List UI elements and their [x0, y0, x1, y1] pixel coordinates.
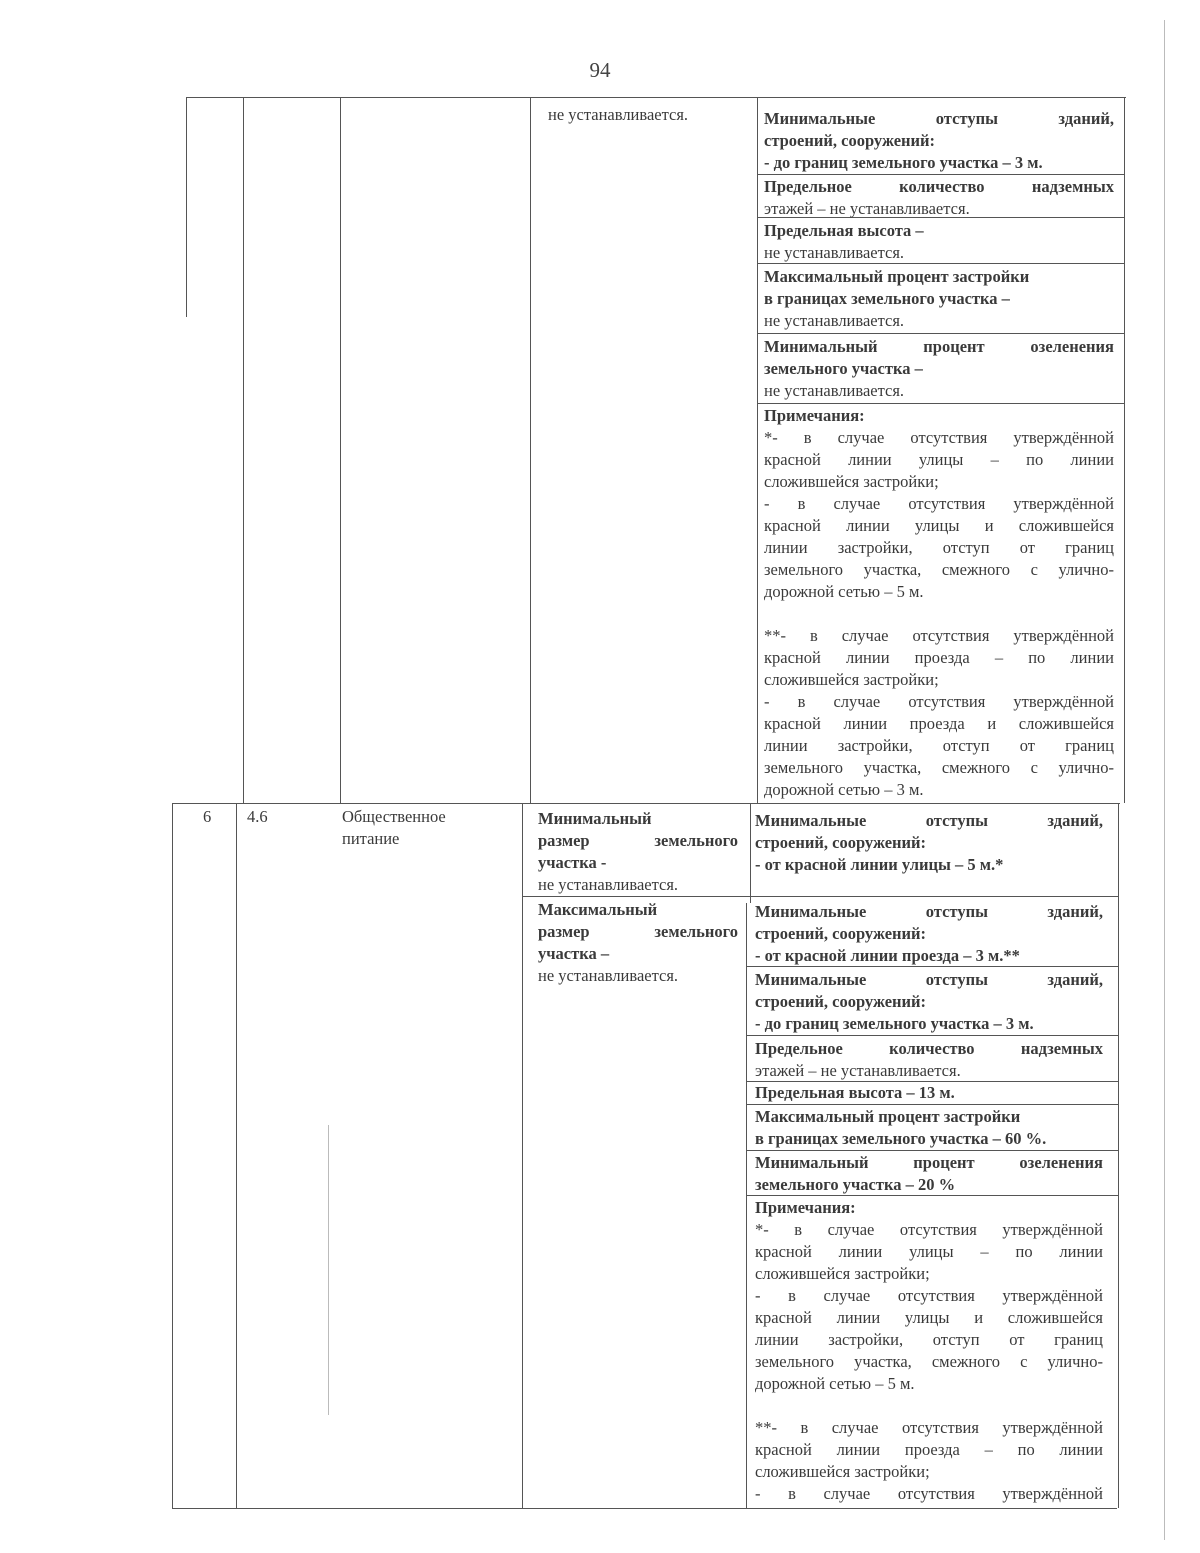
parameter-line: Предельное количество надземных — [764, 177, 1114, 196]
parameter-line: красной линии улицы и сложившейся — [755, 1308, 1103, 1327]
lot-size-line: Минимальный — [538, 809, 652, 828]
parameter-line: Минимальные отступы зданий, — [755, 811, 1103, 830]
block1-lot-size-text: не устанавливается. — [548, 105, 689, 124]
parameter-line: Предельная высота – 13 м. — [755, 1083, 955, 1102]
parameter-line: красной линии улицы – по линии — [755, 1242, 1103, 1261]
parameter-line: в границах земельного участка – 60 %. — [755, 1129, 1047, 1148]
parameter-line: красной линии проезда – по линии — [755, 1440, 1103, 1459]
parameter-line: сложившейся застройки; — [755, 1264, 930, 1283]
parameter-line: земельного участка, смежного с улично- — [764, 758, 1114, 777]
lot-size-line: не устанавливается. — [538, 966, 679, 985]
parameter-line: Минимальные отступы зданий, — [755, 970, 1103, 989]
parameter-line: Примечания: — [764, 406, 865, 425]
parameter-line: строений, сооружений: — [755, 992, 927, 1011]
parameter-line: - от красной линии проезда – 3 м.** — [755, 946, 1020, 965]
parameter-line: земельного участка – 20 % — [755, 1175, 956, 1194]
parameter-line: строений, сооружений: — [764, 131, 936, 150]
parameter-line: Минимальный процент озеленения — [755, 1153, 1103, 1172]
lot-size-line: размер земельного — [538, 831, 738, 850]
parameter-line: линии застройки, отступ от границ — [764, 538, 1114, 557]
parameter-line: земельного участка – — [764, 359, 923, 378]
parameter-line: не устанавливается. — [764, 311, 905, 330]
parameter-line: Максимальный процент застройки — [764, 267, 1030, 286]
parameter-line: земельного участка, смежного с улично- — [755, 1352, 1103, 1371]
use-name-line: питание — [342, 829, 400, 848]
lot-size-line: Максимальный — [538, 900, 658, 919]
parameter-line: дорожной сетью – 3 м. — [764, 780, 924, 799]
parameter-line: красной линии проезда – по линии — [764, 648, 1114, 667]
parameter-line: красной линии улицы – по линии — [764, 450, 1114, 469]
parameter-line: сложившейся застройки; — [755, 1462, 930, 1481]
use-code: 4.6 — [247, 807, 268, 826]
use-name-line: Общественное — [342, 807, 446, 826]
parameter-line: **- в случае отсутствия утверждённой — [755, 1418, 1103, 1437]
parameter-line: красной линии улицы и сложившейся — [764, 516, 1114, 535]
lot-size-line: не устанавливается. — [538, 875, 679, 894]
parameter-line: - в случае отсутствия утверждённой — [755, 1286, 1103, 1305]
parameter-line: не устанавливается. — [764, 381, 905, 400]
parameter-line: сложившейся застройки; — [764, 472, 939, 491]
parameter-line: этажей – не устанавливается. — [764, 199, 970, 218]
lot-size-line: размер земельного — [538, 922, 738, 941]
parameter-line: не устанавливается. — [764, 243, 905, 262]
parameter-line: Предельная высота – — [764, 221, 924, 240]
lot-size-line: участка - — [538, 853, 607, 872]
parameter-line: - в случае отсутствия утверждённой — [764, 692, 1114, 711]
parameter-line: *- в случае отсутствия утверждённой — [755, 1220, 1103, 1239]
parameter-line: Примечания: — [755, 1198, 856, 1217]
parameter-line: сложившейся застройки; — [764, 670, 939, 689]
parameter-line: - до границ земельного участка – 3 м. — [755, 1014, 1034, 1033]
parameter-line: дорожной сетью – 5 м. — [755, 1374, 915, 1393]
parameter-line: *- в случае отсутствия утверждённой — [764, 428, 1114, 447]
parameter-line: - от красной линии улицы – 5 м.* — [755, 855, 1004, 874]
parameter-line: земельного участка, смежного с улично- — [764, 560, 1114, 579]
parameter-line: - в случае отсутствия утверждённой — [764, 494, 1114, 513]
parameter-line: Максимальный процент застройки — [755, 1107, 1021, 1126]
parameter-line: линии застройки, отступ от границ — [755, 1330, 1103, 1349]
page-number: 94 — [589, 58, 611, 82]
parameter-line: Предельное количество надземных — [755, 1039, 1103, 1058]
parameter-line: Минимальные отступы зданий, — [764, 109, 1114, 128]
parameter-line: Минимальный процент озеленения — [764, 337, 1114, 356]
parameter-line: дорожной сетью – 5 м. — [764, 582, 924, 601]
parameter-line: красной линии проезда и сложившейся — [764, 714, 1114, 733]
parameter-line: строений, сооружений: — [755, 924, 927, 943]
parameter-line: - в случае отсутствия утверждённой — [755, 1484, 1103, 1503]
lot-size-line: участка – — [538, 944, 610, 963]
parameter-line: линии застройки, отступ от границ — [764, 736, 1114, 755]
parameter-line: этажей – не устанавливается. — [755, 1061, 961, 1080]
parameter-line: Минимальные отступы зданий, — [755, 902, 1103, 921]
parameter-line: строений, сооружений: — [755, 833, 927, 852]
parameter-line: **- в случае отсутствия утверждённой — [764, 626, 1114, 645]
row-number: 6 — [203, 807, 212, 826]
parameter-line: в границах земельного участка – — [764, 289, 1010, 308]
parameter-line: - до границ земельного участка – 3 м. — [764, 153, 1043, 172]
